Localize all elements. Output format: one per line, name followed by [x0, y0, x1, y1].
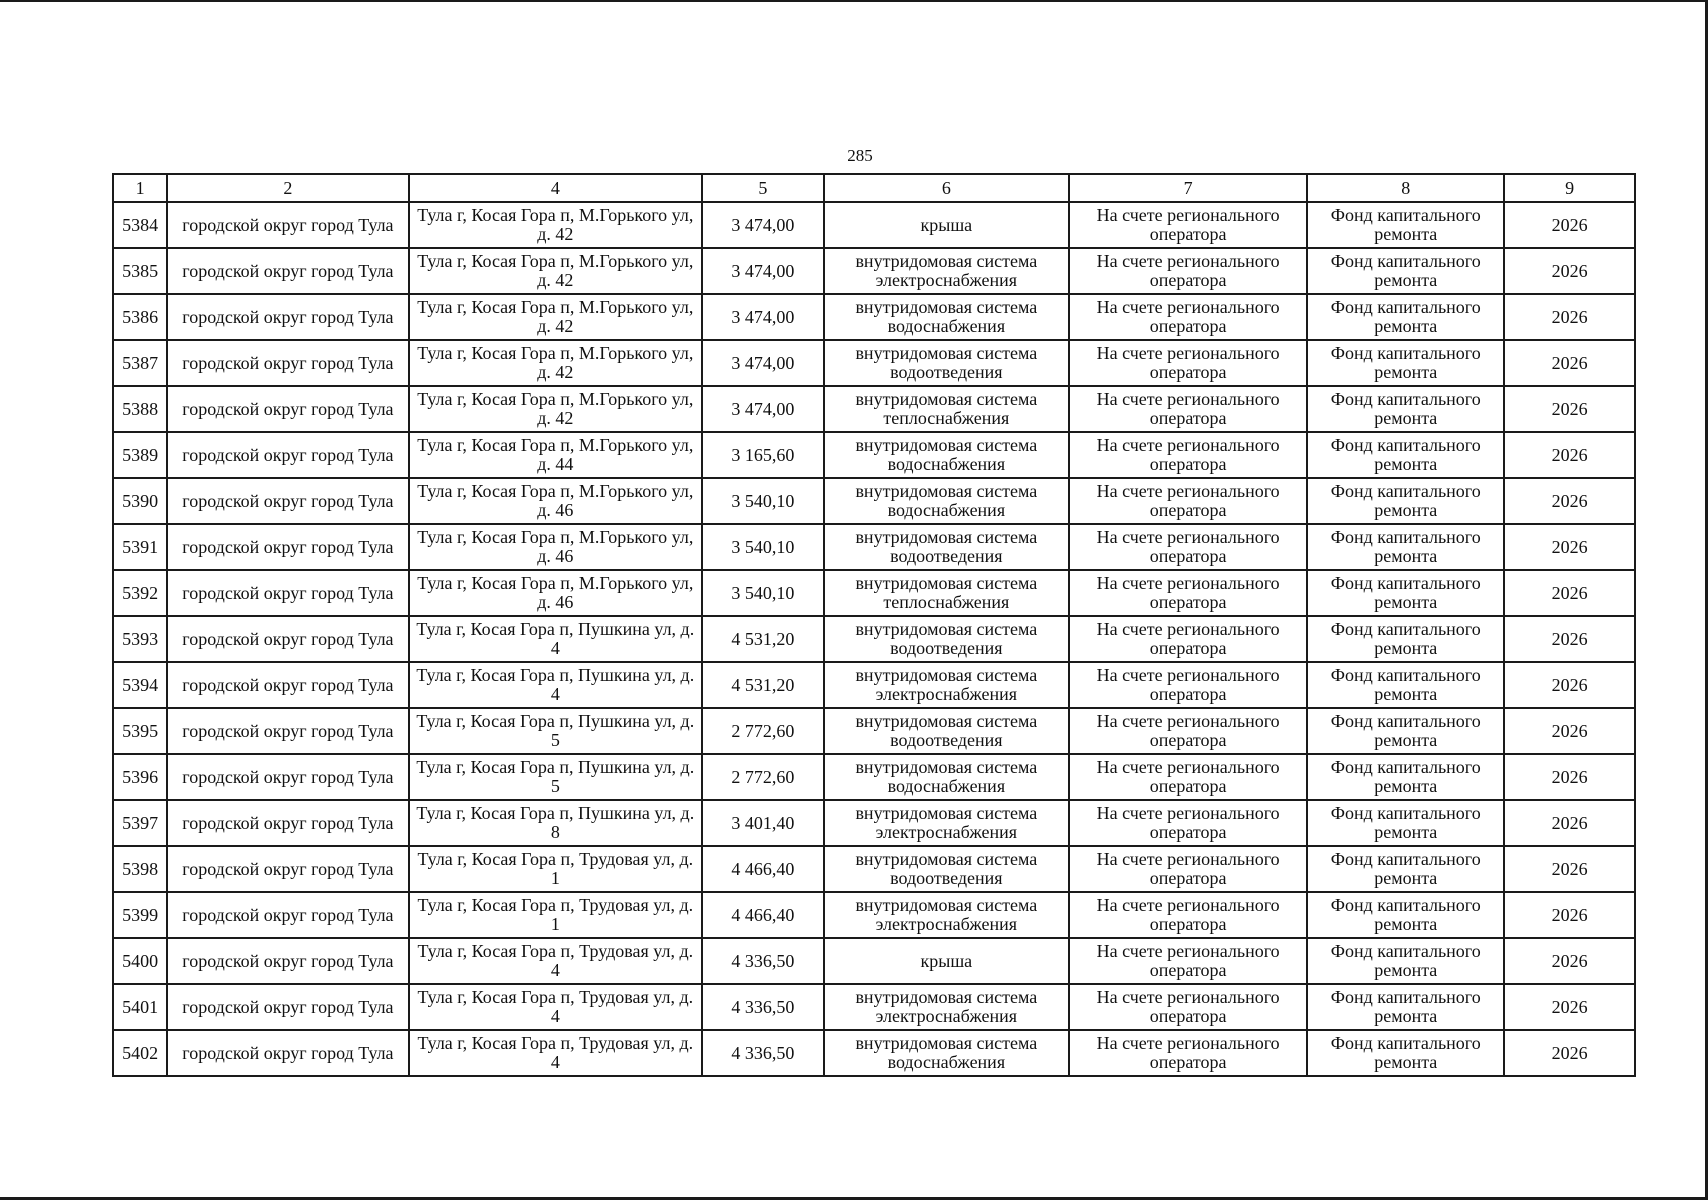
account-cell: На счете регионального оператора: [1069, 754, 1307, 800]
year-cell: 2026: [1504, 386, 1635, 432]
area-cell: 2 772,60: [702, 754, 824, 800]
table-body: [113, 202, 1635, 1076]
table-header: [113, 174, 1635, 202]
system-cell: внутридомовая система водоснабжения: [824, 294, 1069, 340]
fund-cell: Фонд капитального ремонта: [1307, 432, 1504, 478]
fund-cell: Фонд капитального ремонта: [1307, 478, 1504, 524]
system-cell: внутридомовая система водоотведения: [824, 524, 1069, 570]
year-cell: 2026: [1504, 524, 1635, 570]
row-number-cell: 5391: [113, 524, 167, 570]
municipality-cell: городской округ город Тула: [167, 938, 408, 984]
row-number-cell: 5389: [113, 432, 167, 478]
area-cell: 3 474,00: [702, 294, 824, 340]
table-row: [113, 846, 1635, 892]
address-cell: Тула г, Косая Гора п, Пушкина ул, д. 5: [409, 754, 703, 800]
municipality-cell: городской округ город Тула: [167, 662, 408, 708]
year-cell: 2026: [1504, 892, 1635, 938]
account-cell: На счете регионального оператора: [1069, 984, 1307, 1030]
address-cell: Тула г, Косая Гора п, М.Горького ул, д. 46: [409, 524, 703, 570]
row-number-cell: 5402: [113, 1030, 167, 1076]
year-cell: 2026: [1504, 754, 1635, 800]
municipality-cell: городской округ город Тула: [167, 524, 408, 570]
table-row: [113, 984, 1635, 1030]
address-cell: Тула г, Косая Гора п, М.Горького ул, д. 42: [409, 340, 703, 386]
system-cell: внутридомовая система электроснабжения: [824, 892, 1069, 938]
year-cell: 2026: [1504, 294, 1635, 340]
system-cell: внутридомовая система водоснабжения: [824, 754, 1069, 800]
fund-cell: Фонд капитального ремонта: [1307, 846, 1504, 892]
address-cell: Тула г, Косая Гора п, Трудовая ул, д. 1: [409, 846, 703, 892]
fund-cell: Фонд капитального ремонта: [1307, 1030, 1504, 1076]
area-cell: 4 336,50: [702, 938, 824, 984]
table-row: [113, 938, 1635, 984]
municipality-cell: городской округ город Тула: [167, 202, 408, 248]
row-number-cell: 5386: [113, 294, 167, 340]
system-cell: внутридомовая система водоотведения: [824, 708, 1069, 754]
account-cell: На счете регионального оператора: [1069, 386, 1307, 432]
fund-cell: Фонд капитального ремонта: [1307, 340, 1504, 386]
table-row: [113, 248, 1635, 294]
row-number-cell: 5395: [113, 708, 167, 754]
municipality-cell: городской округ город Тула: [167, 248, 408, 294]
year-cell: 2026: [1504, 800, 1635, 846]
system-cell: внутридомовая система водоснабжения: [824, 478, 1069, 524]
account-cell: На счете регионального оператора: [1069, 524, 1307, 570]
address-cell: Тула г, Косая Гора п, М.Горького ул, д. 42: [409, 248, 703, 294]
system-cell: внутридомовая система теплоснабжения: [824, 570, 1069, 616]
page-number: 285: [847, 146, 873, 165]
system-cell: внутридомовая система теплоснабжения: [824, 386, 1069, 432]
fund-cell: Фонд капитального ремонта: [1307, 202, 1504, 248]
area-cell: 3 540,10: [702, 570, 824, 616]
table-row: [113, 340, 1635, 386]
system-cell: внутридомовая система водоотведения: [824, 846, 1069, 892]
year-cell: 2026: [1504, 616, 1635, 662]
municipality-cell: городской округ город Тула: [167, 1030, 408, 1076]
row-number-cell: 5398: [113, 846, 167, 892]
header-cell-col-7: 7: [1069, 174, 1307, 202]
table-row: [113, 570, 1635, 616]
area-cell: 4 466,40: [702, 892, 824, 938]
area-cell: 3 540,10: [702, 478, 824, 524]
area-cell: 4 336,50: [702, 984, 824, 1030]
year-cell: 2026: [1504, 478, 1635, 524]
row-number-cell: 5384: [113, 202, 167, 248]
address-cell: Тула г, Косая Гора п, М.Горького ул, д. 42: [409, 294, 703, 340]
account-cell: На счете регионального оператора: [1069, 616, 1307, 662]
table-row: [113, 294, 1635, 340]
table-row: [113, 708, 1635, 754]
system-cell: внутридомовая система водоотведения: [824, 340, 1069, 386]
system-cell: внутридомовая система электроснабжения: [824, 662, 1069, 708]
year-cell: 2026: [1504, 938, 1635, 984]
address-cell: Тула г, Косая Гора п, Трудовая ул, д. 4: [409, 984, 703, 1030]
year-cell: 2026: [1504, 846, 1635, 892]
address-cell: Тула г, Косая Гора п, М.Горького ул, д. 46: [409, 570, 703, 616]
table-row: [113, 524, 1635, 570]
municipality-cell: городской округ город Тула: [167, 754, 408, 800]
table-row: [113, 616, 1635, 662]
header-cell-col-6: 6: [824, 174, 1069, 202]
header-cell-col-4: 4: [409, 174, 703, 202]
area-cell: 4 531,20: [702, 662, 824, 708]
account-cell: На счете регионального оператора: [1069, 662, 1307, 708]
table-row: [113, 202, 1635, 248]
year-cell: 2026: [1504, 1030, 1635, 1076]
row-number-cell: 5399: [113, 892, 167, 938]
fund-cell: Фонд капитального ремонта: [1307, 616, 1504, 662]
account-cell: На счете регионального оператора: [1069, 708, 1307, 754]
header-cell-col-8: 8: [1307, 174, 1504, 202]
municipality-cell: городской округ город Тула: [167, 800, 408, 846]
row-number-cell: 5394: [113, 662, 167, 708]
area-cell: 3 474,00: [702, 248, 824, 294]
municipality-cell: городской округ город Тула: [167, 570, 408, 616]
municipality-cell: городской округ город Тула: [167, 708, 408, 754]
municipality-cell: городской округ город Тула: [167, 616, 408, 662]
fund-cell: Фонд капитального ремонта: [1307, 708, 1504, 754]
table-row: [113, 432, 1635, 478]
fund-cell: Фонд капитального ремонта: [1307, 892, 1504, 938]
row-number-cell: 5387: [113, 340, 167, 386]
fund-cell: Фонд капитального ремонта: [1307, 386, 1504, 432]
fund-cell: Фонд капитального ремонта: [1307, 524, 1504, 570]
account-cell: На счете регионального оператора: [1069, 294, 1307, 340]
account-cell: На счете регионального оператора: [1069, 892, 1307, 938]
registry-table: [112, 173, 1636, 1077]
area-cell: 4 336,50: [702, 1030, 824, 1076]
row-number-cell: 5393: [113, 616, 167, 662]
table-row: [113, 892, 1635, 938]
table-row: [113, 1030, 1635, 1076]
address-cell: Тула г, Косая Гора п, Трудовая ул, д. 4: [409, 938, 703, 984]
address-cell: Тула г, Косая Гора п, Пушкина ул, д. 4: [409, 616, 703, 662]
address-cell: Тула г, Косая Гора п, М.Горького ул, д. 42: [409, 202, 703, 248]
fund-cell: Фонд капитального ремонта: [1307, 938, 1504, 984]
row-number-cell: 5396: [113, 754, 167, 800]
row-number-cell: 5401: [113, 984, 167, 1030]
table-row: [113, 800, 1635, 846]
municipality-cell: городской округ город Тула: [167, 294, 408, 340]
row-number-cell: 5388: [113, 386, 167, 432]
header-row: [113, 174, 1635, 202]
municipality-cell: городской округ город Тула: [167, 432, 408, 478]
system-cell: внутридомовая система водоснабжения: [824, 432, 1069, 478]
year-cell: 2026: [1504, 984, 1635, 1030]
year-cell: 2026: [1504, 662, 1635, 708]
municipality-cell: городской округ город Тула: [167, 478, 408, 524]
area-cell: 3 474,00: [702, 202, 824, 248]
municipality-cell: городской округ город Тула: [167, 892, 408, 938]
system-cell: внутридомовая система водоотведения: [824, 616, 1069, 662]
scan-edge-top: [0, 0, 1708, 2]
account-cell: На счете регионального оператора: [1069, 202, 1307, 248]
fund-cell: Фонд капитального ремонта: [1307, 662, 1504, 708]
header-cell-col-9: 9: [1504, 174, 1635, 202]
account-cell: На счете регионального оператора: [1069, 938, 1307, 984]
area-cell: 4 466,40: [702, 846, 824, 892]
fund-cell: Фонд капитального ремонта: [1307, 570, 1504, 616]
system-cell: внутридомовая система электроснабжения: [824, 248, 1069, 294]
municipality-cell: городской округ город Тула: [167, 386, 408, 432]
row-number-cell: 5400: [113, 938, 167, 984]
account-cell: На счете регионального оператора: [1069, 432, 1307, 478]
area-cell: 3 165,60: [702, 432, 824, 478]
municipality-cell: городской округ город Тула: [167, 984, 408, 1030]
area-cell: 2 772,60: [702, 708, 824, 754]
account-cell: На счете регионального оператора: [1069, 340, 1307, 386]
address-cell: Тула г, Косая Гора п, Трудовая ул, д. 1: [409, 892, 703, 938]
fund-cell: Фонд капитального ремонта: [1307, 248, 1504, 294]
system-cell: крыша: [824, 202, 1069, 248]
account-cell: На счете регионального оператора: [1069, 846, 1307, 892]
account-cell: На счете регионального оператора: [1069, 248, 1307, 294]
fund-cell: Фонд капитального ремонта: [1307, 984, 1504, 1030]
table-row: [113, 478, 1635, 524]
address-cell: Тула г, Косая Гора п, Пушкина ул, д. 5: [409, 708, 703, 754]
address-cell: Тула г, Косая Гора п, М.Горького ул, д. 42: [409, 386, 703, 432]
table-row: [113, 386, 1635, 432]
area-cell: 3 401,40: [702, 800, 824, 846]
area-cell: 3 540,10: [702, 524, 824, 570]
area-cell: 4 531,20: [702, 616, 824, 662]
account-cell: На счете регионального оператора: [1069, 570, 1307, 616]
row-number-cell: 5397: [113, 800, 167, 846]
header-cell-col-1: 1: [113, 174, 167, 202]
fund-cell: Фонд капитального ремонта: [1307, 294, 1504, 340]
year-cell: 2026: [1504, 340, 1635, 386]
area-cell: 3 474,00: [702, 340, 824, 386]
header-cell-col-5: 5: [702, 174, 824, 202]
account-cell: На счете регионального оператора: [1069, 1030, 1307, 1076]
table-row: [113, 754, 1635, 800]
address-cell: Тула г, Косая Гора п, М.Горького ул, д. 44: [409, 432, 703, 478]
year-cell: 2026: [1504, 570, 1635, 616]
address-cell: Тула г, Косая Гора п, Трудовая ул, д. 4: [409, 1030, 703, 1076]
year-cell: 2026: [1504, 202, 1635, 248]
area-cell: 3 474,00: [702, 386, 824, 432]
account-cell: На счете регионального оператора: [1069, 800, 1307, 846]
system-cell: внутридомовая система водоснабжения: [824, 1030, 1069, 1076]
year-cell: 2026: [1504, 248, 1635, 294]
address-cell: Тула г, Косая Гора п, Пушкина ул, д. 4: [409, 662, 703, 708]
fund-cell: Фонд капитального ремонта: [1307, 800, 1504, 846]
municipality-cell: городской округ город Тула: [167, 846, 408, 892]
row-number-cell: 5390: [113, 478, 167, 524]
address-cell: Тула г, Косая Гора п, Пушкина ул, д. 8: [409, 800, 703, 846]
account-cell: На счете регионального оператора: [1069, 478, 1307, 524]
address-cell: Тула г, Косая Гора п, М.Горького ул, д. 46: [409, 478, 703, 524]
year-cell: 2026: [1504, 432, 1635, 478]
fund-cell: Фонд капитального ремонта: [1307, 754, 1504, 800]
year-cell: 2026: [1504, 708, 1635, 754]
municipality-cell: городской округ город Тула: [167, 340, 408, 386]
system-cell: внутридомовая система электроснабжения: [824, 984, 1069, 1030]
row-number-cell: 5385: [113, 248, 167, 294]
header-cell-col-2: 2: [167, 174, 408, 202]
system-cell: внутридомовая система электроснабжения: [824, 800, 1069, 846]
table-row: [113, 662, 1635, 708]
system-cell: крыша: [824, 938, 1069, 984]
row-number-cell: 5392: [113, 570, 167, 616]
